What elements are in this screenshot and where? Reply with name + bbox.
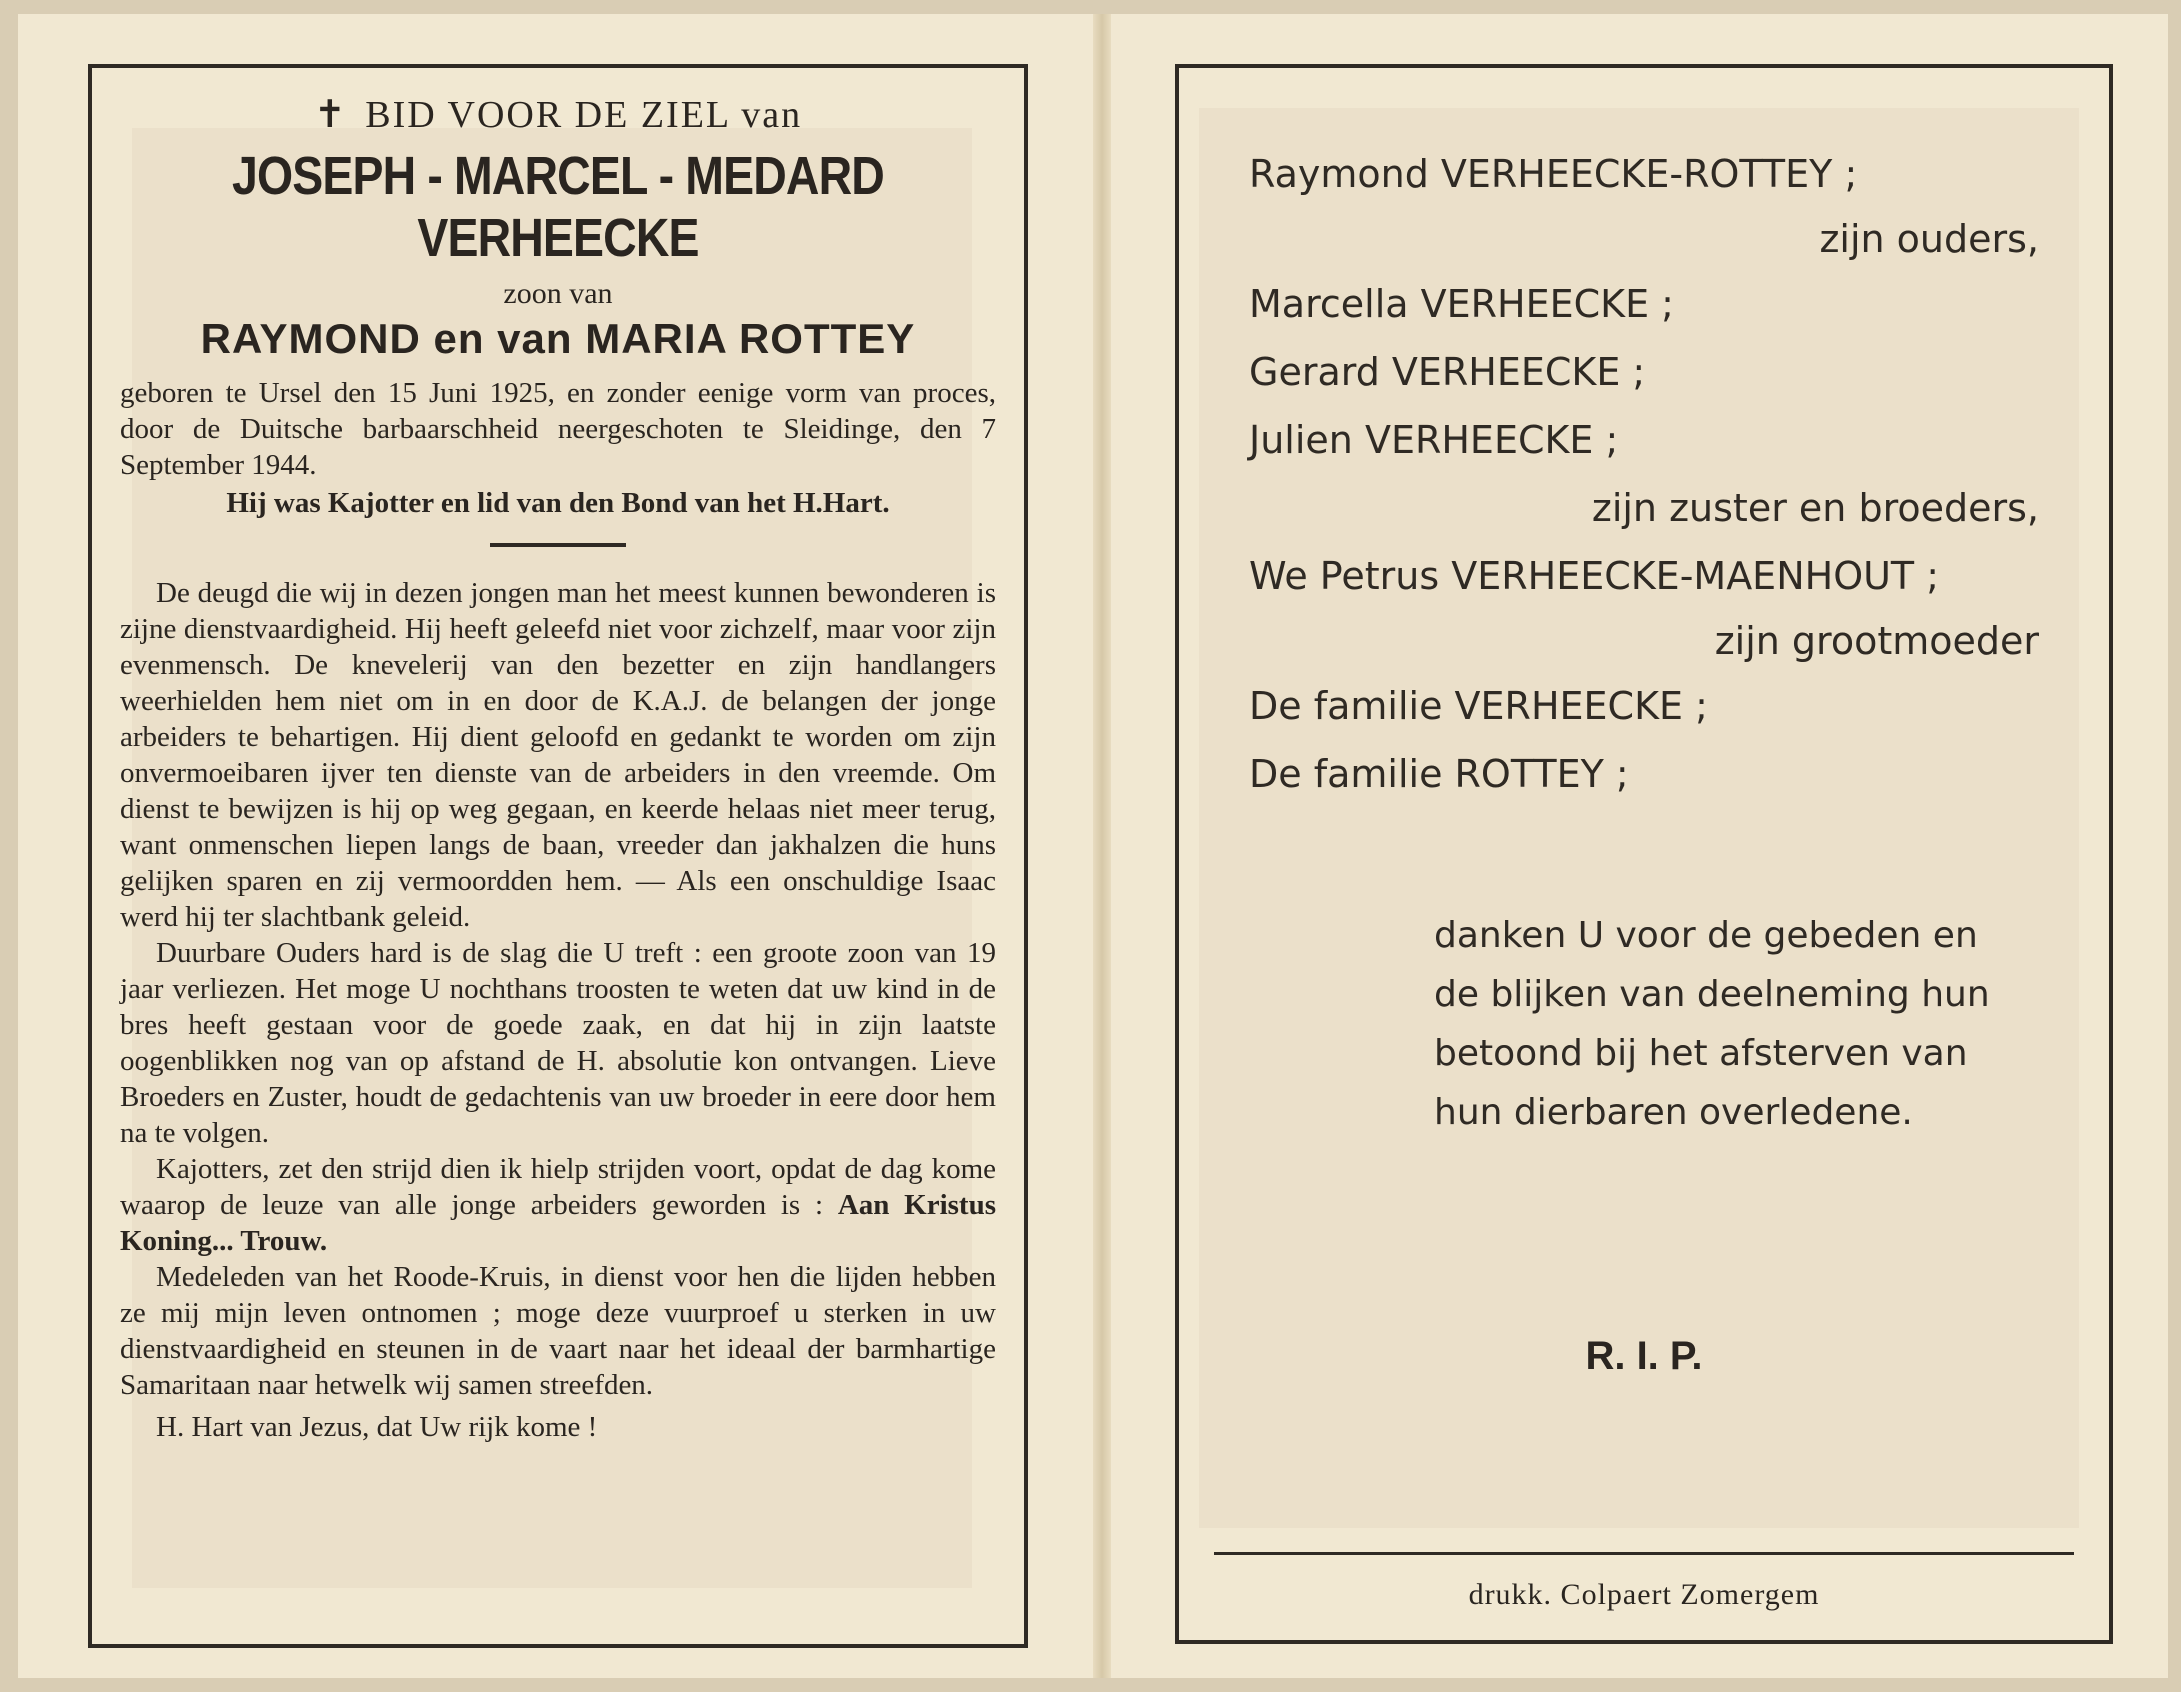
right-panel: [1175, 64, 2113, 1644]
thanks-text: danken U voor de gebeden en de blijken van deelneming hun betoond bij het afsterven van hun dierbaren overledene.: [1434, 915, 1990, 1133]
deceased-name: JOSEPH - MARCEL - MEDARD VERHEECKE: [232, 146, 884, 268]
printer-rule: [1214, 1552, 2074, 1555]
paragraph-kajotters: [120, 1151, 996, 1259]
parents-names: RAYMOND en van MARIA ROTTEY: [200, 315, 916, 362]
heading-text: BID VOOR DE ZIEL: [365, 94, 730, 136]
relation-label: zijn zuster en broeders,: [1591, 486, 2039, 530]
cross-icon: ✝: [313, 94, 348, 136]
prayer-heading: [120, 92, 996, 137]
family-line: De familie ROTTEY ;: [1249, 752, 1629, 796]
left-panel: [88, 64, 1028, 1648]
zoon-van-label: zoon van: [503, 277, 613, 310]
kajotters-text: Kajotters, zet den strijd dien ik hielp strijden voort, opdat de dag kome waarop de leuze van alle jonge arbeiders geworden is :: [120, 1153, 996, 1221]
relation-label: zijn grootmoeder: [1714, 619, 2039, 663]
membership-text: Hij was Kajotter en lid van den Bond van het H.Hart.: [226, 487, 890, 519]
rip-text: R. I. P.: [1585, 1334, 1703, 1378]
family-line: Raymond VERHEECKE-ROTTEY ;: [1249, 152, 1858, 196]
heading-van: van: [741, 94, 803, 136]
paragraph-virtue: De deugd die wij in dezen jongen man het meest kunnen bewonderen is zijne dienstvaardigheid. Hij heeft geleefd niet voor zichzelf, maar voor zijn evenmensch. De knevelerij van den bezetter en zijn handlangers weerhielden hem niet om in en door de K.A.J. de belangen der jonge arbeiders te behartigen. Hij dient geloofd en gedankt te worden om zijn onvermoeibaren ijver ten dienste van de arbeiders in den vreemde. Om dienst te bewijzen is hij op weg gegaan, en keerde helaas niet meer terug, want onmenschen liepen langs de baan, vreeder dan jakhalzen die huns gelijken sparen en zij vermoordden hem. — Als een onschuldige Isaac werd hij ter slachtbank geleid.: [120, 577, 996, 933]
motto-text: Aan Kristus Koning... Trouw.: [120, 1189, 997, 1257]
birth-death-text: geboren te Ursel den 15 Juni 1925, en zonder eenige vorm van proces, door de Duitsche barbaarschheid neergeschoten te Sleidinge, den 7 September 1944.: [120, 377, 996, 481]
family-line: De familie VERHEECKE ;: [1249, 684, 1708, 728]
closing-prayer: H. Hart van Jezus, dat Uw rijk kome !: [156, 1411, 598, 1443]
printer-credit: drukk. Colpaert Zomergem: [1468, 1578, 1820, 1611]
relation-label: zijn ouders,: [1819, 217, 2039, 261]
family-line: Marcella VERHEECKE ;: [1249, 282, 1674, 326]
card-fold: [1093, 14, 1111, 1678]
family-line: We Petrus VERHEECKE-MAENHOUT ;: [1249, 554, 1940, 598]
paragraph-parents: Duurbare Ouders hard is de slag die U treft : een groote zoon van 19 jaar verliezen. Het moge U nochthans troosten te weten dat uw kind in de bres heeft gestaan voor de goede zaak, en dat hij in zijn laatste oogenblikken nog van op afstand de H. absolutie kon ontvangen. Lieve Broeders en Zuster, houdt de gedachtenis van uw broeder in eere door hem na te volgen.: [120, 937, 996, 1149]
memorial-card: [18, 14, 2168, 1678]
family-line: Gerard VERHEECKE ;: [1249, 350, 1646, 394]
family-list: [1249, 140, 2039, 808]
family-line: Julien VERHEECKE ;: [1249, 418, 1619, 462]
paragraph-red-cross: Medeleden van het Roode-Kruis, in dienst voor hen die lijden hebben ze mij mijn leven ontnomen ; moge deze vuurproef u sterken in uw dienstvaardigheid en steunen in de vaart naar het ideaal der barmhartige Samaritaan naar hetwelk wij samen streefden.: [120, 1261, 996, 1401]
divider: [490, 543, 626, 547]
